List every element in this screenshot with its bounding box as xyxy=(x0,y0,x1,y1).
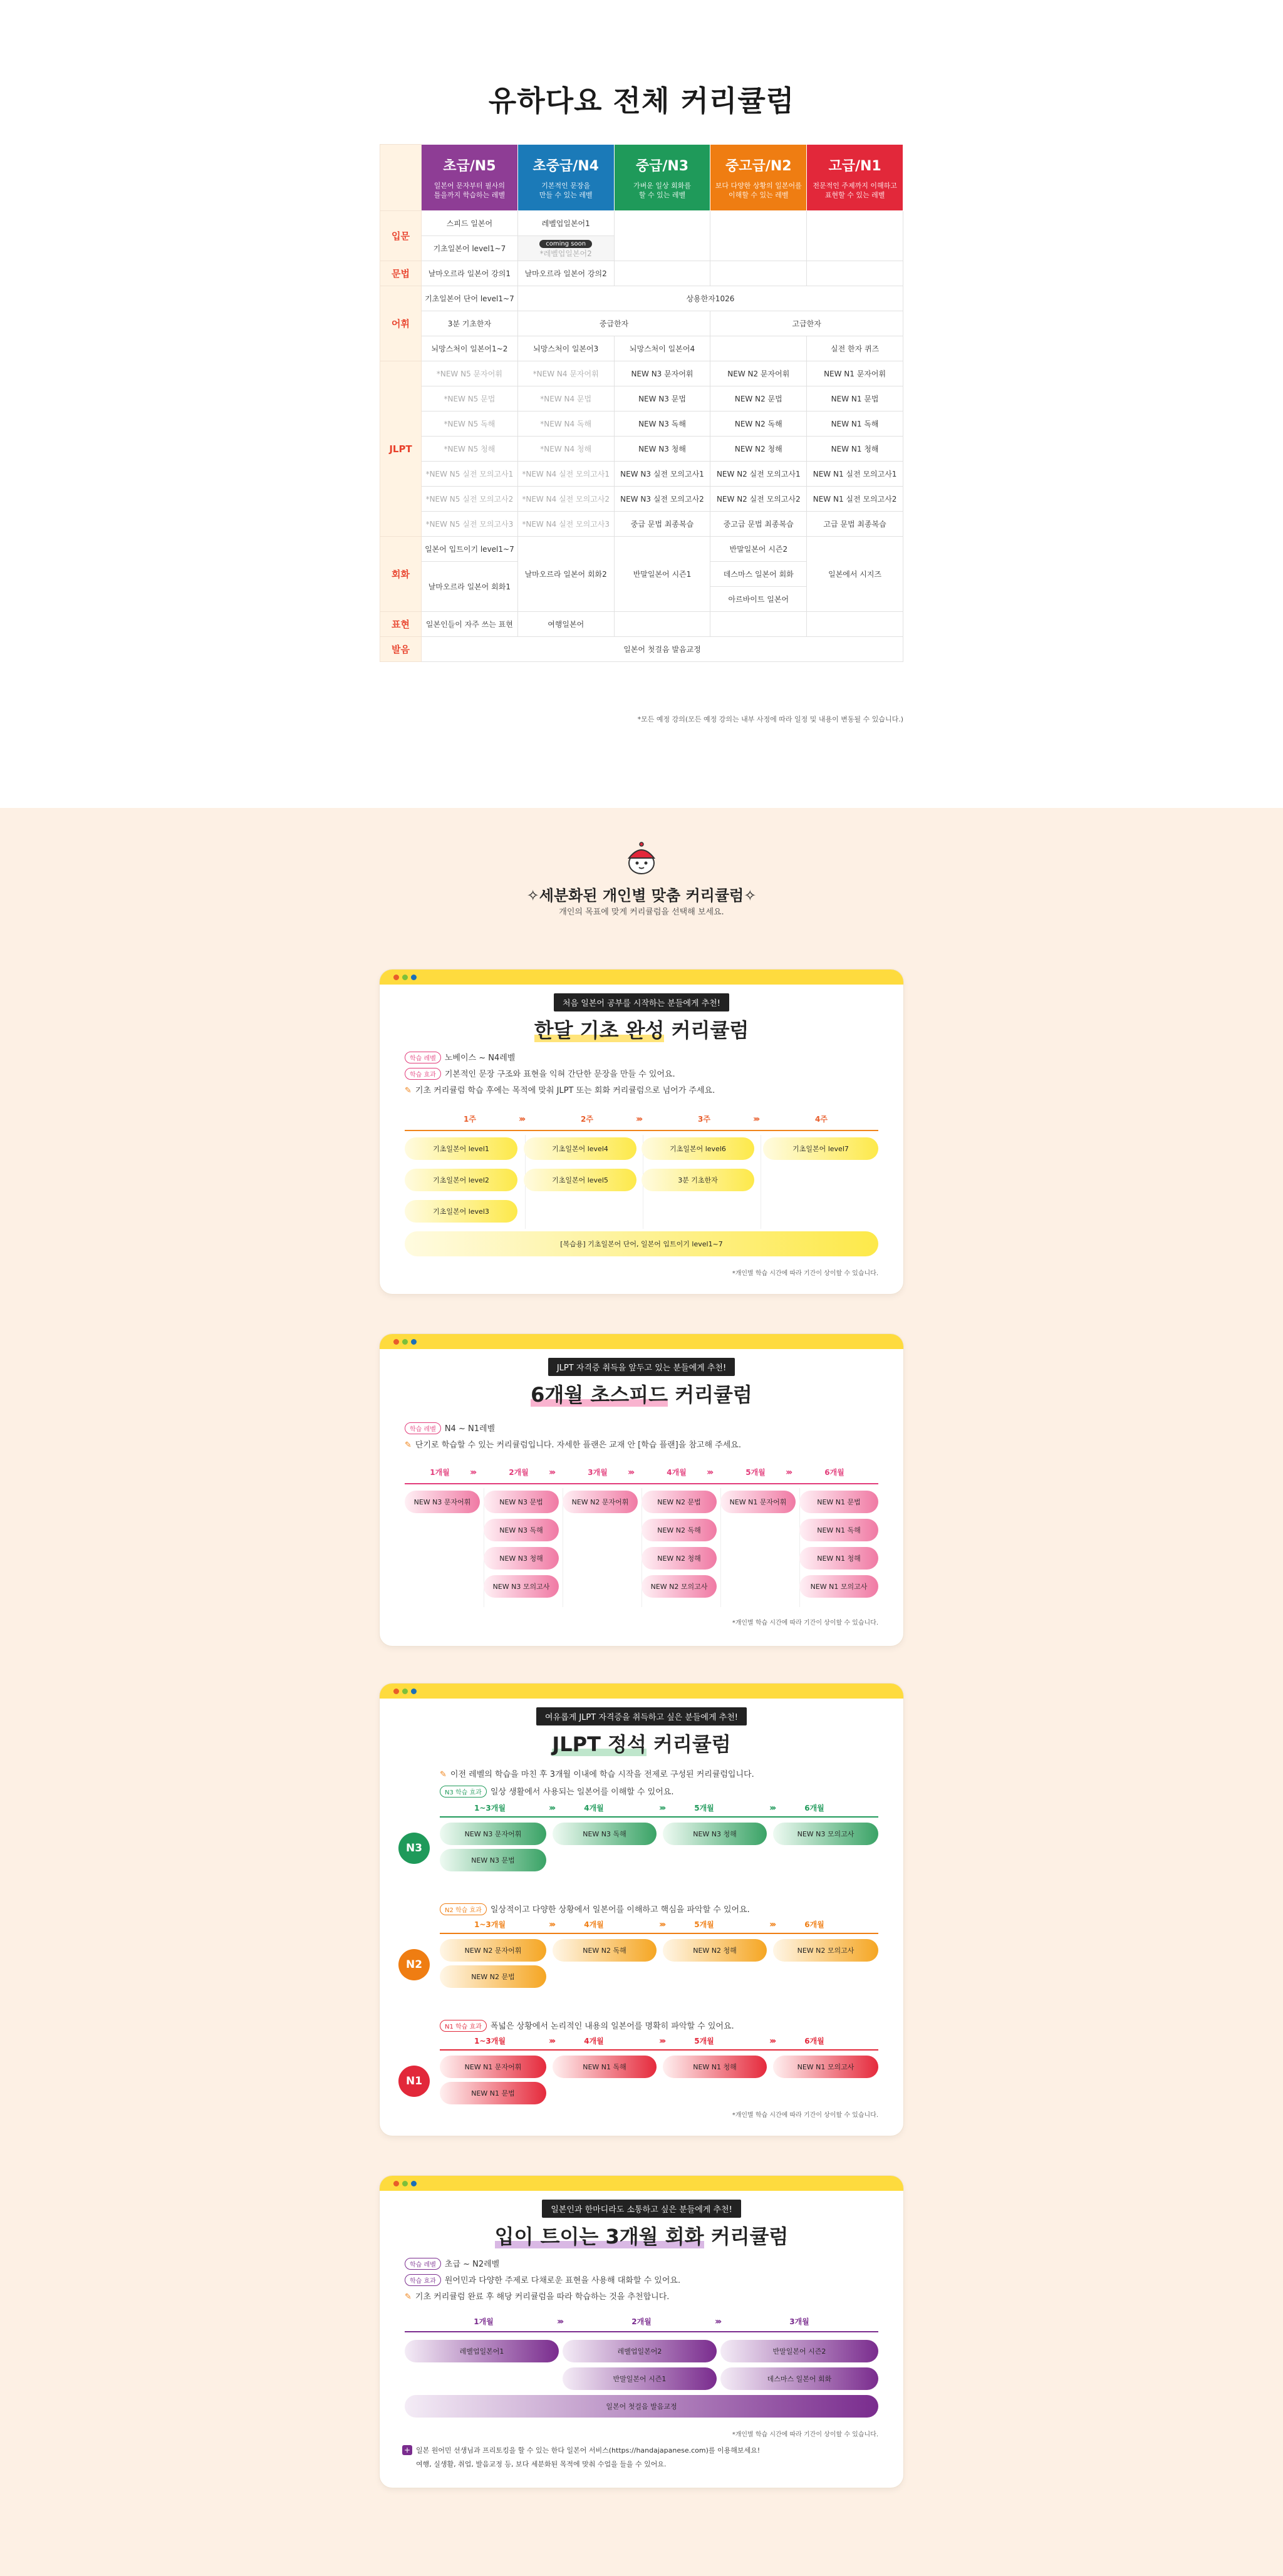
step-label: 5개월 xyxy=(694,1804,714,1813)
course-chip[interactable]: NEW N1 모의고사 xyxy=(773,2056,878,2078)
course-cell-upcoming[interactable]: coming soon *레벨업일본어2 xyxy=(517,236,614,261)
pencil-icon: ✎ xyxy=(440,1770,447,1779)
course-cell[interactable]: 날마오르라 일본어 회화1 xyxy=(422,562,518,612)
course-chip[interactable]: NEW N1 독해 xyxy=(799,1519,878,1541)
course-chip[interactable]: NEW N1 독해 xyxy=(553,2056,657,2078)
chevron-right-icon: ››› xyxy=(786,1467,791,1477)
category-intro: 입문 xyxy=(380,211,422,261)
course-chip[interactable]: NEW N1 모의고사 xyxy=(799,1575,878,1598)
card-note: *개인별 학습 시간에 따라 기간이 상이할 수 있습니다. xyxy=(732,1270,878,1277)
course-cell[interactable]: NEW N1 실전 모의고사2 xyxy=(807,487,903,512)
pencil-icon: ✎ xyxy=(405,1086,412,1095)
course-chip[interactable]: NEW N2 문법 xyxy=(440,1965,546,1988)
category-expression: 표현 xyxy=(380,612,422,637)
chevron-right-icon: ››› xyxy=(628,1467,633,1477)
chevron-right-icon: ››› xyxy=(707,1467,712,1477)
window-dot-icon xyxy=(411,975,417,980)
step-label: 5개월 xyxy=(694,1920,714,1929)
course-chip[interactable]: 기초일본어 level1 xyxy=(405,1137,517,1160)
chevron-right-icon: ››› xyxy=(549,1803,554,1813)
effect-text: 기본적인 문장 구조와 표현을 익혀 간단한 문장을 만들 수 있어요. xyxy=(444,1070,675,1079)
step-label: 4개월 xyxy=(584,1920,604,1929)
step-label: 4개월 xyxy=(584,2037,604,2046)
course-cell[interactable]: 일본어 첫걸음 발음교정 xyxy=(422,637,903,662)
course-cell[interactable]: *NEW N5 청해 xyxy=(422,437,518,462)
course-cell[interactable]: NEW N1 문자어휘 xyxy=(807,361,903,386)
pencil-icon: ✎ xyxy=(405,2292,412,2302)
course-chip[interactable]: NEW N2 문법 xyxy=(642,1491,717,1513)
footer-text: 여행, 실생활, 취업, 발음교정 등, 보다 세분화된 목적에 맞춰 수업을 들을 수 있어요. xyxy=(416,2460,667,2468)
course-chip[interactable]: NEW N2 독해 xyxy=(642,1519,717,1541)
course-cell[interactable]: 중급한자 xyxy=(517,311,710,336)
course-chip[interactable]: NEW N3 청해 xyxy=(484,1547,559,1570)
course-cell[interactable]: *NEW N5 실전 모의고사2 xyxy=(422,487,518,512)
card-note: *개인별 학습 시간에 따라 기간이 상이할 수 있습니다. xyxy=(732,1620,878,1627)
course-cell[interactable]: 고급 문법 최종복습 xyxy=(807,512,903,537)
plus-icon: + xyxy=(402,2445,412,2455)
course-chip[interactable]: NEW N3 모의고사 xyxy=(484,1575,559,1598)
course-cell[interactable]: NEW N3 문자어휘 xyxy=(614,361,710,386)
course-cell[interactable]: 데스마스 일본어 회화 xyxy=(710,562,807,587)
mascot-icon xyxy=(623,839,660,877)
chevron-right-icon: ››› xyxy=(636,1114,642,1124)
window-dot-icon xyxy=(411,1689,417,1694)
course-chip[interactable]: NEW N3 문법 xyxy=(440,1849,546,1871)
window-dot-icon xyxy=(393,1689,399,1694)
category-vocab: 어휘 xyxy=(380,286,422,361)
step-label: 1~3개월 xyxy=(474,1804,506,1813)
course-cell[interactable]: *NEW N5 실전 모의고사1 xyxy=(422,462,518,487)
course-chip[interactable]: 기초일본어 level4 xyxy=(524,1137,636,1160)
card-tag: 일본인과 한마디라도 소통하고 싶은 분들에게 추천! xyxy=(542,2200,741,2218)
level-pill: 학습 레벨 xyxy=(405,1422,441,1434)
course-cell[interactable]: NEW N1 독해 xyxy=(807,411,903,437)
timeline-line xyxy=(440,2049,878,2051)
chevron-right-icon: ››› xyxy=(715,2317,720,2327)
course-cell[interactable]: NEW N3 실전 모의고사2 xyxy=(614,487,710,512)
review-chip[interactable]: [복습용] 기초일본어 단어, 일본어 입트이기 level1~7 xyxy=(405,1231,878,1256)
level-badge-n2: N2 xyxy=(398,1949,430,1980)
card-tag: 여유롭게 JLPT 자격증을 취득하고 싶은 분들에게 추천! xyxy=(536,1707,747,1725)
card-title: JLPT 정석 커리큘럼 xyxy=(552,1732,731,1756)
course-cell[interactable]: *NEW N4 실전 모의고사3 xyxy=(517,512,614,537)
course-chip[interactable]: NEW N2 문자어휘 xyxy=(563,1491,638,1513)
timeline-line xyxy=(405,2331,878,2332)
course-cell[interactable]: NEW N2 청해 xyxy=(710,437,807,462)
card-title: 입이 트이는 3개월 회화 커리큘럼 xyxy=(494,2225,789,2248)
category-grammar: 문법 xyxy=(380,261,422,286)
course-chip[interactable]: NEW N2 모의고사 xyxy=(642,1575,717,1598)
step-label: 2개월 xyxy=(509,1468,529,1477)
level-pill: 학습 레벨 xyxy=(405,1052,441,1063)
effect-pill: N1 학습 효과 xyxy=(440,2020,487,2032)
level-text: 노베이스 ~ N4레벨 xyxy=(444,1053,516,1063)
course-chip[interactable]: 레벨업일본어1 xyxy=(405,2340,559,2362)
course-cell[interactable]: *NEW N4 실전 모의고사2 xyxy=(517,487,614,512)
chevron-right-icon: ››› xyxy=(769,2036,775,2046)
course-cell[interactable]: NEW N1 실전 모의고사1 xyxy=(807,462,903,487)
window-dot-icon xyxy=(393,1339,399,1345)
chevron-right-icon: ››› xyxy=(769,1920,775,1930)
curriculum-card-conversation xyxy=(380,2176,903,2488)
effect-text: 원어민과 다양한 주제로 다채로운 표현을 사용해 대화할 수 있어요. xyxy=(444,2276,681,2285)
course-cell[interactable]: *NEW N4 실전 모의고사1 xyxy=(517,462,614,487)
course-cell[interactable]: NEW N3 문법 xyxy=(614,386,710,411)
course-chip[interactable]: 기초일본어 level3 xyxy=(405,1200,517,1223)
level-badge-n3: N3 xyxy=(398,1833,430,1864)
window-dot-icon xyxy=(402,2181,408,2186)
section-title: ✧세분화된 개인별 맞춤 커리큘럼✧ xyxy=(526,887,757,904)
level-text: N4 ~ N1레벨 xyxy=(444,1424,496,1434)
course-cell[interactable]: 날마오르라 일본어 강의2 xyxy=(517,261,614,286)
course-cell[interactable]: *NEW N4 문법 xyxy=(517,386,614,411)
guide-text: 이전 레벨의 학습을 마친 후 3개월 이내에 학습 시작을 전제로 구성된 커리큘럼입니다. xyxy=(450,1770,754,1779)
step-label: 1개월 xyxy=(430,1468,450,1477)
timeline-line xyxy=(405,1130,878,1131)
chevron-right-icon: ››› xyxy=(659,1803,665,1813)
card-window-bar xyxy=(380,1684,903,1699)
course-chip[interactable]: 일본어 첫걸음 발음교정 xyxy=(405,2395,878,2418)
course-chip[interactable]: NEW N3 독해 xyxy=(553,1823,657,1845)
course-cell[interactable]: *NEW N4 문자어휘 xyxy=(517,361,614,386)
course-chip[interactable]: NEW N1 문자어휘 xyxy=(720,1491,796,1513)
effect-pill: N3 학습 효과 xyxy=(440,1786,487,1798)
course-cell[interactable]: 기초일본어 level1~7 xyxy=(422,236,518,261)
level-header-n1: 고급/N1 전문적인 주제까지 이해하고 표현할 수 있는 레벨 xyxy=(807,145,903,211)
step-label: 4개월 xyxy=(667,1468,687,1477)
course-cell[interactable]: 날마오르라 일본어 강의1 xyxy=(422,261,518,286)
course-cell[interactable]: NEW N3 실전 모의고사1 xyxy=(614,462,710,487)
step-label: 4개월 xyxy=(584,1804,604,1813)
chevron-right-icon: ››› xyxy=(753,1114,759,1124)
full-curriculum-section xyxy=(0,0,1283,808)
course-cell[interactable]: 일본인들이 자주 쓰는 표현 xyxy=(422,612,518,637)
course-chip[interactable]: NEW N1 청해 xyxy=(799,1547,878,1570)
timeline-line xyxy=(440,1816,878,1818)
course-chip[interactable]: NEW N3 문자어휘 xyxy=(440,1823,546,1845)
course-chip[interactable]: NEW N3 모의고사 xyxy=(773,1823,878,1845)
course-chip[interactable]: 기초일본어 level7 xyxy=(763,1137,878,1160)
curriculum-card-jlpt xyxy=(380,1684,903,2136)
level-header-n2: 중고급/N2 보다 다양한 상황의 일본어를 이해할 수 있는 레벨 xyxy=(710,145,807,211)
course-chip[interactable]: 기초일본어 level6 xyxy=(642,1137,754,1160)
step-label: 3개월 xyxy=(789,2317,809,2326)
course-chip[interactable]: 기초일본어 level2 xyxy=(405,1169,517,1191)
course-chip[interactable]: 데스마스 일본어 회화 xyxy=(720,2367,878,2390)
card-tag: JLPT 자격증 취득을 앞두고 있는 분들에게 추천! xyxy=(548,1358,735,1376)
card-window-bar xyxy=(380,970,903,985)
window-dot-icon xyxy=(393,2181,399,2186)
timeline-line xyxy=(440,1933,878,1934)
course-cell[interactable]: NEW N1 문법 xyxy=(807,386,903,411)
course-cell[interactable]: *NEW N5 독해 xyxy=(422,411,518,437)
card-note: *개인별 학습 시간에 따라 기간이 상이할 수 있습니다. xyxy=(732,2112,878,2119)
step-label: 1개월 xyxy=(474,2317,494,2326)
course-chip[interactable]: NEW N1 청해 xyxy=(663,2056,767,2078)
course-chip[interactable]: NEW N2 청해 xyxy=(642,1547,717,1570)
level-header-n5: 초급/N5 일본어 문자부터 필사의 틀을까지 학습하는 레벨 xyxy=(422,145,518,211)
course-cell[interactable]: 중고급 문법 최종복습 xyxy=(710,512,807,537)
guide-text: 기초 커리큘럼 완료 후 해당 커리큘럼을 따라 학습하는 것을 추천합니다. xyxy=(415,2292,670,2302)
course-cell[interactable]: NEW N2 실전 모의고사2 xyxy=(710,487,807,512)
course-cell[interactable]: 날마오르라 일본어 회화2 xyxy=(517,537,614,612)
level-badge-n1: N1 xyxy=(398,2066,430,2097)
chevron-right-icon: ››› xyxy=(659,1920,665,1930)
chevron-right-icon: ››› xyxy=(470,1467,475,1477)
course-cell[interactable]: 일본에서 시지즈 xyxy=(807,537,903,612)
course-cell[interactable]: 여행일본어 xyxy=(517,612,614,637)
card-title: 한달 기초 완성 커리큘럼 xyxy=(534,1018,749,1042)
course-chip[interactable]: NEW N2 청해 xyxy=(663,1939,767,1962)
step-label: 5개월 xyxy=(745,1468,766,1477)
card-note: *개인별 학습 시간에 따라 기간이 상이할 수 있습니다. xyxy=(732,2431,878,2438)
course-chip[interactable]: NEW N3 문자어휘 xyxy=(405,1491,480,1513)
course-cell[interactable]: 뇌망스처이 일본어3 xyxy=(517,336,614,361)
course-chip[interactable]: 반말일본어 시즌1 xyxy=(563,2367,717,2390)
category-pronunciation: 발음 xyxy=(380,637,422,662)
chevron-right-icon: ››› xyxy=(557,2317,563,2327)
course-cell[interactable]: 반말일본어 시즌2 xyxy=(710,537,807,562)
guide-text: 기초 커리큘럼 학습 후에는 목적에 맞춰 JLPT 또는 회화 커리큘럼으로 넘어가 주세요. xyxy=(415,1086,715,1095)
effect-pill: 학습 효과 xyxy=(405,2274,441,2286)
chevron-right-icon: ››› xyxy=(769,1803,775,1813)
curriculum-card-speed xyxy=(380,1334,903,1646)
course-cell[interactable]: 상용한자1026 xyxy=(517,286,903,311)
pencil-icon: ✎ xyxy=(405,1441,412,1450)
step-label: 6개월 xyxy=(804,2037,824,2046)
course-cell[interactable]: 스피드 일본어 xyxy=(422,211,518,236)
course-cell[interactable]: 실전 한자 퀴즈 xyxy=(807,336,903,361)
step-label: 2주 xyxy=(581,1115,593,1124)
course-cell[interactable]: 일본어 입트이기 level1~7 xyxy=(422,537,518,562)
window-dot-icon xyxy=(411,2181,417,2186)
curriculum-table xyxy=(380,144,903,662)
level-pill: 학습 레벨 xyxy=(405,2258,441,2270)
chevron-right-icon: ››› xyxy=(549,1467,554,1477)
step-label: 4주 xyxy=(815,1115,828,1124)
guide-text: 단기로 학습할 수 있는 커리큘럼입니다. 자세한 플랜은 교재 안 [학습 플랜]을 참고해 주세요. xyxy=(415,1441,741,1450)
course-cell[interactable]: NEW N2 문법 xyxy=(710,386,807,411)
main-title: 유하다요 전체 커리큘럼 xyxy=(488,84,795,118)
chevron-right-icon: ››› xyxy=(549,2036,554,2046)
step-label: 1~3개월 xyxy=(474,1920,506,1929)
level-text: 초급 ~ N2레벨 xyxy=(444,2260,500,2269)
course-cell[interactable]: NEW N1 청해 xyxy=(807,437,903,462)
chevron-right-icon: ››› xyxy=(549,1920,554,1930)
course-chip[interactable]: NEW N3 문법 xyxy=(484,1491,559,1513)
step-label: 6개월 xyxy=(824,1468,844,1477)
card-window-bar xyxy=(380,2176,903,2191)
course-chip[interactable]: NEW N2 독해 xyxy=(553,1939,657,1962)
course-chip[interactable]: NEW N3 독해 xyxy=(484,1519,559,1541)
step-label: 3주 xyxy=(698,1115,710,1124)
window-dot-icon xyxy=(402,975,408,980)
course-chip[interactable]: 기초일본어 level5 xyxy=(524,1169,636,1191)
course-cell[interactable]: 뇌망스처이 일본어1~2 xyxy=(422,336,518,361)
course-cell[interactable]: 레벨업일본어1 xyxy=(517,211,614,236)
step-label: 5개월 xyxy=(694,2037,714,2046)
course-cell[interactable]: 중급 문법 최종복습 xyxy=(614,512,710,537)
level-header-n4: 초중급/N4 기본적인 문장을 만들 수 있는 레벨 xyxy=(517,145,614,211)
course-cell[interactable]: 고급한자 xyxy=(710,311,903,336)
course-cell[interactable]: 기초일본어 단어 level1~7 xyxy=(422,286,518,311)
chevron-right-icon: ››› xyxy=(519,1114,524,1124)
section-desc: 개인의 목표에 맞게 커리큘럼을 선택해 보세요. xyxy=(559,908,724,917)
course-chip[interactable]: NEW N1 문법 xyxy=(440,2082,546,2104)
course-chip[interactable]: 레벨업일본어2 xyxy=(563,2340,717,2362)
course-cell[interactable]: *NEW N5 실전 모의고사3 xyxy=(422,512,518,537)
course-chip[interactable]: 반말일본어 시즌2 xyxy=(720,2340,878,2362)
chevron-right-icon: ››› xyxy=(659,2036,665,2046)
timeline-line xyxy=(405,1483,878,1484)
step-label: 1~3개월 xyxy=(474,2037,506,2046)
course-cell[interactable]: 뇌망스처이 일본어4 xyxy=(614,336,710,361)
window-dot-icon xyxy=(402,1689,408,1694)
course-cell[interactable]: NEW N2 독해 xyxy=(710,411,807,437)
course-chip[interactable]: NEW N1 문자어휘 xyxy=(440,2056,546,2078)
course-chip[interactable]: NEW N2 문자어휘 xyxy=(440,1939,546,1962)
effect-pill: 학습 효과 xyxy=(405,1068,441,1080)
effect-text: 일상 생활에서 사용되는 일본어를 이해할 수 있어요. xyxy=(490,1787,674,1797)
course-cell[interactable]: NEW N2 문자어휘 xyxy=(710,361,807,386)
card-tag: 처음 일본어 공부를 시작하는 분들에게 추천! xyxy=(554,993,729,1011)
step-label: 3개월 xyxy=(588,1468,608,1477)
course-cell[interactable]: *NEW N5 문법 xyxy=(422,386,518,411)
step-label: 2개월 xyxy=(631,2317,652,2326)
category-conversation: 회화 xyxy=(380,537,422,612)
course-chip[interactable]: NEW N1 문법 xyxy=(799,1491,878,1513)
effect-text: 일상적이고 다양한 상황에서 일본어를 이해하고 핵심을 파악할 수 있어요. xyxy=(490,1905,750,1915)
course-cell[interactable]: 3분 기초한자 xyxy=(422,311,518,336)
course-cell[interactable]: *NEW N4 독해 xyxy=(517,411,614,437)
course-chip[interactable]: NEW N3 청해 xyxy=(663,1823,767,1845)
step-label: 1주 xyxy=(464,1115,476,1124)
step-label: 6개월 xyxy=(804,1920,824,1929)
window-dot-icon xyxy=(402,1339,408,1345)
card-title: 6개월 초스피드 커리큘럼 xyxy=(531,1383,752,1407)
course-chip[interactable]: NEW N2 모의고사 xyxy=(773,1939,878,1962)
category-jlpt: JLPT xyxy=(380,361,422,537)
level-header-row xyxy=(380,145,903,211)
step-label: 6개월 xyxy=(804,1804,824,1813)
footer-text: 일본 원어민 선생님과 프리토킹을 할 수 있는 한다 일본어 서비스(https://handajapanese.com)를 이용해보세요! xyxy=(416,2446,761,2454)
course-cell[interactable]: NEW N3 독해 xyxy=(614,411,710,437)
course-chip[interactable]: 3분 기초한자 xyxy=(642,1169,754,1191)
curriculum-card-basic xyxy=(380,970,903,1294)
coming-soon-badge: coming soon xyxy=(539,240,592,248)
course-cell[interactable]: *NEW N5 문자어휘 xyxy=(422,361,518,386)
level-header-n3: 중급/N3 가벼운 일상 회화를 할 수 있는 레벨 xyxy=(614,145,710,211)
effect-pill: N2 학습 효과 xyxy=(440,1903,487,1915)
window-dot-icon xyxy=(393,975,399,980)
table-footnote: *모든 예정 강의(모든 예정 강의는 내부 사정에 따라 일정 및 내용이 변동될 수 있습니다.) xyxy=(637,715,903,723)
course-cell[interactable]: NEW N2 실전 모의고사1 xyxy=(710,462,807,487)
window-dot-icon xyxy=(411,1339,417,1345)
course-cell[interactable]: NEW N3 청해 xyxy=(614,437,710,462)
course-cell[interactable]: 아르바이트 일본어 xyxy=(710,587,807,612)
effect-text: 폭넓은 상황에서 논리적인 내용의 일본어를 명확히 파악할 수 있어요. xyxy=(490,2022,734,2031)
course-cell[interactable]: 반말일본어 시즌1 xyxy=(614,537,710,612)
course-cell[interactable]: *NEW N4 청해 xyxy=(517,437,614,462)
card-window-bar xyxy=(380,1334,903,1349)
